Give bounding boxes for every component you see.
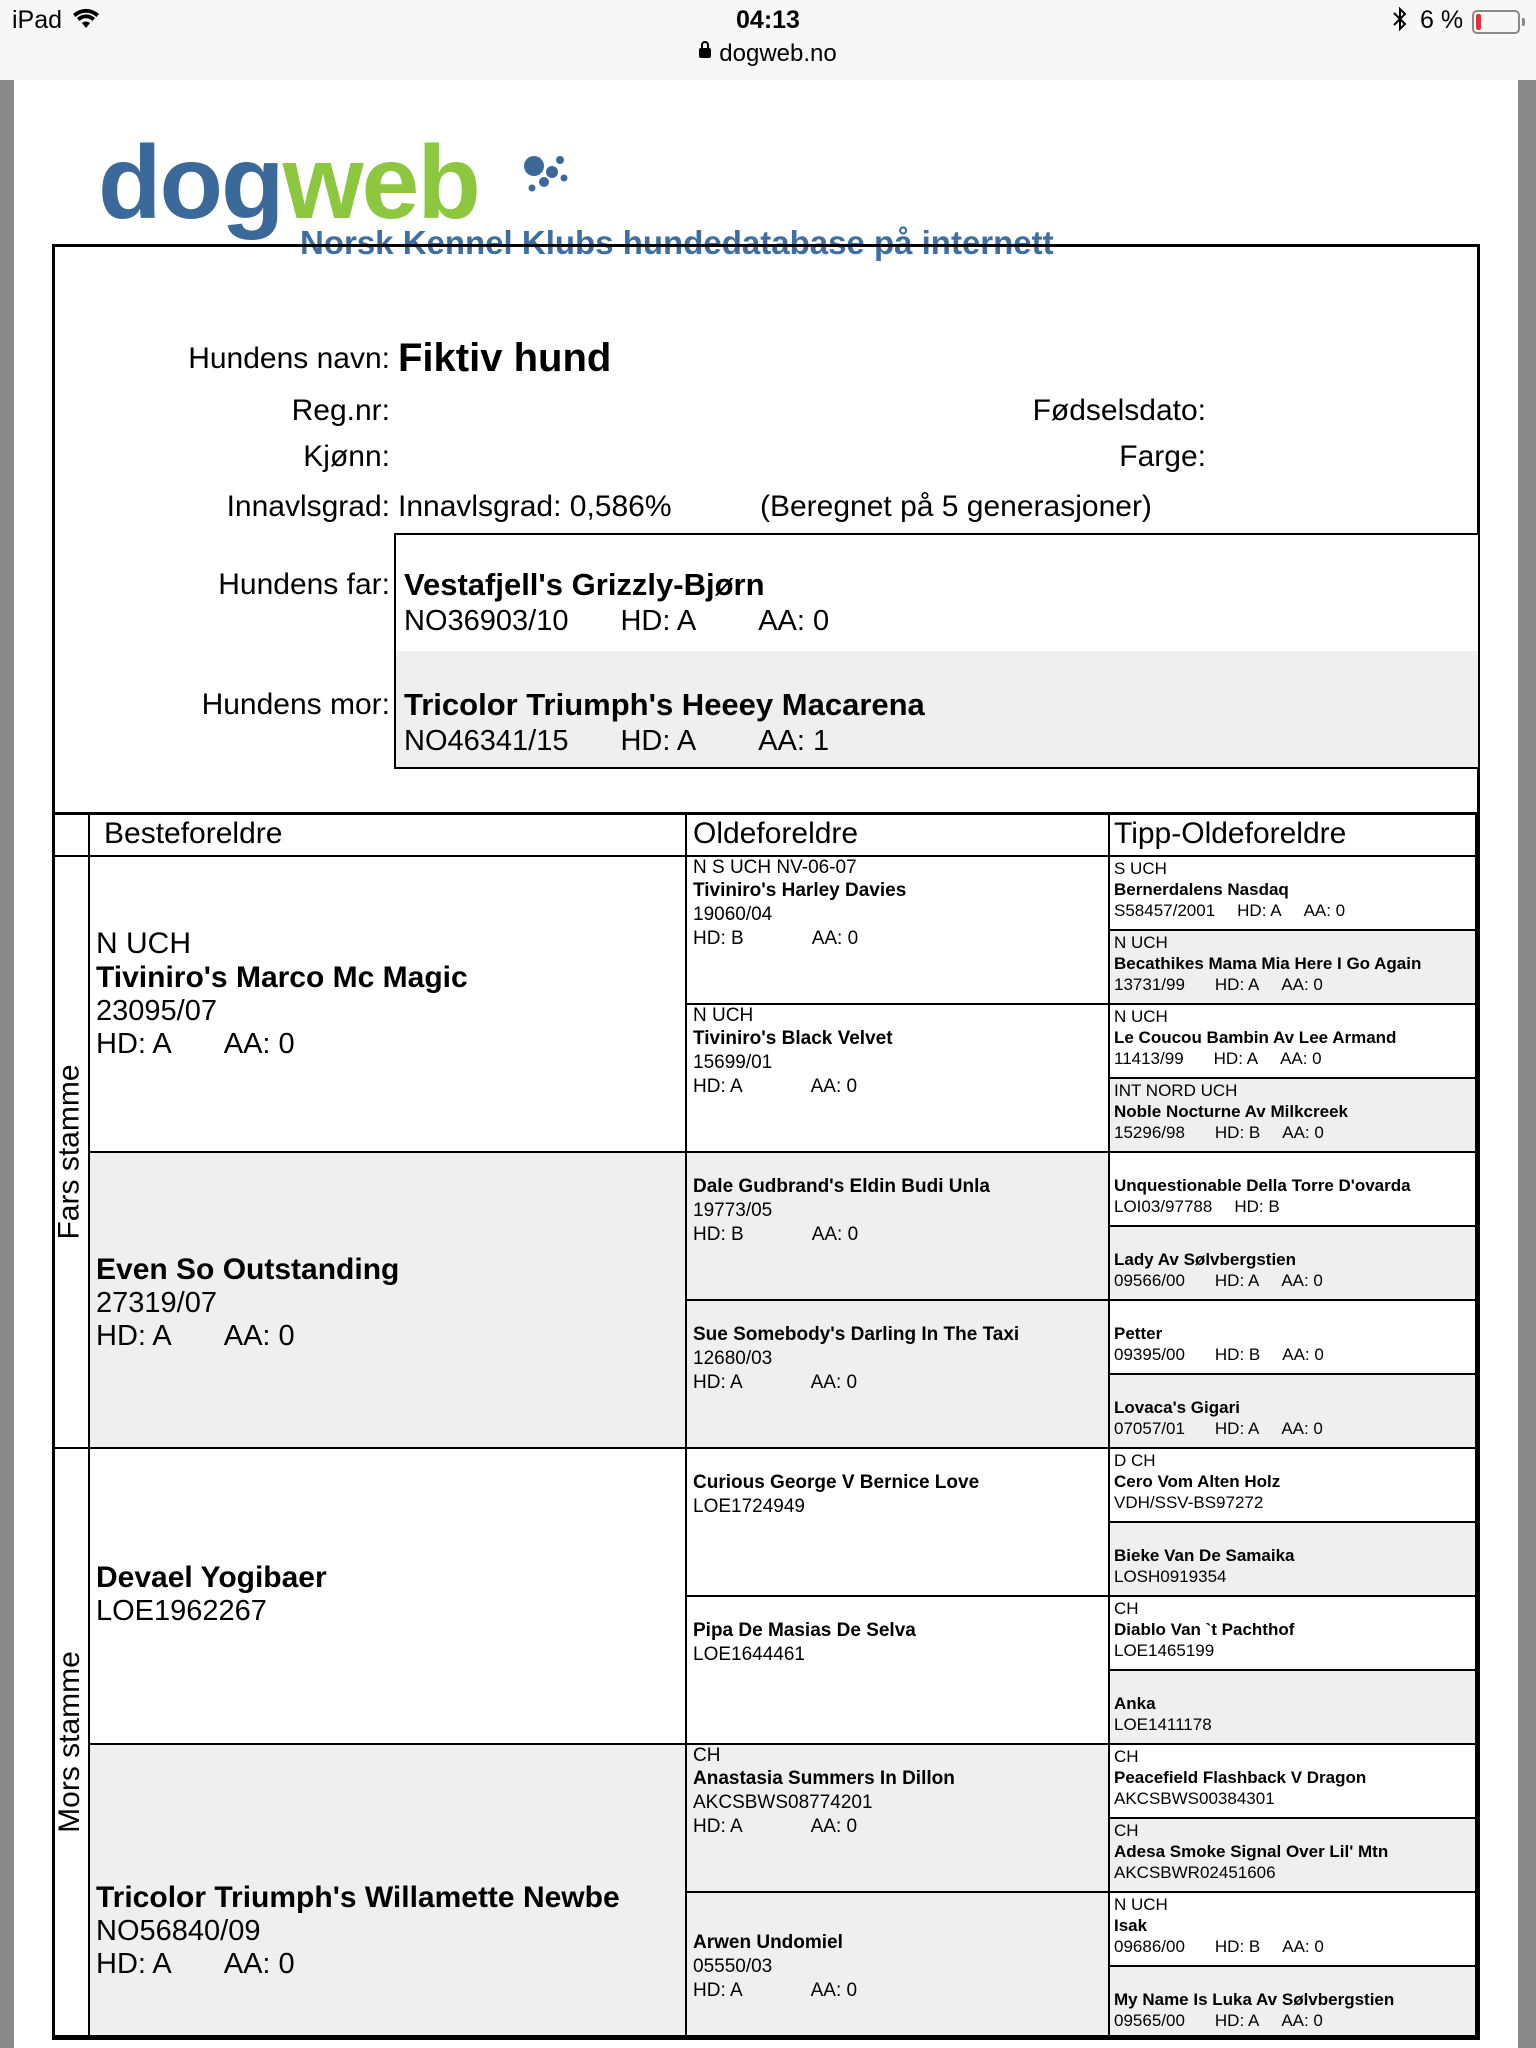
grandparent-reg: 27319/07 <box>96 1287 217 1319</box>
mother-name: Tricolor Triumph's Heeey Macarena <box>404 687 925 722</box>
great-great-grandparent-hd: HD: A <box>1214 2011 1260 2030</box>
sex-label: Kjønn: <box>303 440 390 473</box>
color-label: Farge: <box>1119 440 1206 473</box>
great-grandparent-title: CH <box>693 1745 721 1766</box>
great-grandparent-hd: HD: B <box>693 928 744 949</box>
great-grandparent-cell[interactable] <box>687 1893 1110 2037</box>
great-great-grandparent-cell[interactable] <box>1110 1375 1477 1449</box>
great-great-grandparent-title: S UCH <box>1114 859 1167 878</box>
great-great-grandparent-info <box>1114 974 1475 995</box>
great-great-grandparent-name: Adesa Smoke Signal Over Lil' Mtn <box>1114 1842 1389 1861</box>
grandparent-aa: AA: 0 <box>223 1028 295 1060</box>
great-great-grandparent-name: Isak <box>1114 1916 1148 1935</box>
great-great-grandparent-name: Peacefield Flashback V Dragon <box>1114 1768 1367 1787</box>
great-great-grandparent-title: CH <box>1114 1821 1139 1840</box>
great-great-grandparent-title: CH <box>1114 1599 1139 1618</box>
great-great-grandparent-cell[interactable] <box>1110 857 1477 931</box>
great-great-grandparent-info <box>1114 1196 1475 1217</box>
great-grandparent-hd: HD: B <box>693 1224 744 1245</box>
great-grandparent-reg: 12680/03 <box>693 1348 773 1369</box>
mother-aa: AA: 1 <box>758 725 830 757</box>
great-great-grandparent-cell[interactable] <box>1110 1523 1477 1597</box>
grandparent-reg: 23095/07 <box>96 995 217 1027</box>
grandparent-health <box>96 1028 685 1061</box>
great-great-grandparent-aa: AA: 0 <box>1282 1937 1324 1956</box>
logo-word-dog: dog <box>98 125 283 241</box>
fathers-side-label: Fars stamme <box>52 857 90 1449</box>
great-grandparent-reg: 05550/03 <box>693 1956 773 1977</box>
great-grandparent-reg: AKCSBWS08774201 <box>693 1792 873 1813</box>
bluetooth-icon <box>1392 6 1408 32</box>
great-great-grandparent-cell[interactable] <box>1110 1819 1477 1893</box>
great-great-grandparent-hd: HD: A <box>1214 1271 1260 1290</box>
great-great-grandparent-hd: HD: B <box>1234 1197 1280 1216</box>
url-text: dogweb.no <box>719 40 837 67</box>
great-great-grandparent-name: Unquestionable Della Torre D'ovarda <box>1114 1176 1411 1195</box>
status-bar <box>0 0 1536 81</box>
great-great-grandparent-reg: 09395/00 <box>1114 1345 1185 1364</box>
great-great-grandparent-reg: 07057/01 <box>1114 1419 1185 1438</box>
great-great-grandparent-name: Bernerdalens Nasdaq <box>1114 880 1289 899</box>
great-great-grandparent-title: D CH <box>1114 1451 1156 1470</box>
great-grandparent-aa: AA: 0 <box>810 1372 858 1393</box>
grandparent-health <box>96 1320 685 1353</box>
great-great-grandparent-reg: LOE1411178 <box>1114 1715 1212 1734</box>
header-great-grandparents: Oldeforeldre <box>687 815 1110 857</box>
great-grandparent-hd: HD: A <box>693 1076 743 1097</box>
father-reg: NO36903/10 <box>404 605 569 637</box>
great-grandparent-cell[interactable] <box>687 1005 1110 1153</box>
great-great-grandparent-reg: S58457/2001 <box>1114 901 1216 920</box>
great-great-grandparent-name: Lady Av Sølvbergstien <box>1114 1250 1297 1269</box>
great-great-grandparent-hd: HD: B <box>1214 1123 1261 1142</box>
great-grandparent-cell[interactable] <box>687 857 1110 1005</box>
great-grandparent-title: N UCH <box>693 1005 754 1026</box>
great-grandparent-aa: AA: 0 <box>810 1076 858 1097</box>
great-great-grandparent-reg: 13731/99 <box>1114 975 1185 994</box>
great-grandparent-health <box>693 1815 1108 1839</box>
mother-reg: NO46341/15 <box>404 725 569 757</box>
birthdate-label: Fødselsdato: <box>1032 394 1206 427</box>
great-grandparent-name: Arwen Undomiel <box>693 1932 843 1953</box>
great-great-grandparent-aa: AA: 0 <box>1281 1271 1323 1290</box>
father-box[interactable] <box>394 533 1480 653</box>
mother-box[interactable] <box>394 651 1480 769</box>
great-great-grandparent-reg: AKCSBWS00384301 <box>1114 1789 1275 1808</box>
grandparent-hd: HD: A <box>96 1028 172 1060</box>
great-grandparent-name: Anastasia Summers In Dillon <box>693 1768 955 1789</box>
grandparent-name: Devael Yogibaer <box>96 1560 327 1594</box>
great-grandparent-cell[interactable] <box>687 1153 1110 1301</box>
great-great-grandparent-reg: VDH/SSV-BS97272 <box>1114 1493 1264 1512</box>
great-great-grandparent-name: Petter <box>1114 1324 1163 1343</box>
great-grandparent-title: N S UCH NV-06-07 <box>693 857 857 878</box>
great-great-grandparent-aa: AA: 0 <box>1281 975 1323 994</box>
great-great-grandparent-aa: AA: 0 <box>1303 901 1346 920</box>
great-grandparent-health <box>693 1371 1108 1395</box>
grandparent-cell[interactable] <box>90 1153 687 1449</box>
great-great-grandparent-name: Noble Nocturne Av Milkcreek <box>1114 1102 1348 1121</box>
address-bar[interactable] <box>0 40 1536 68</box>
great-great-grandparent-hd: HD: B <box>1214 1345 1261 1364</box>
great-great-grandparent-reg: 09686/00 <box>1114 1937 1185 1956</box>
great-great-grandparent-info <box>1114 1862 1475 1883</box>
great-grandparent-health <box>693 1075 1108 1099</box>
great-great-grandparent-reg: LOSH0919354 <box>1114 1567 1227 1586</box>
great-great-grandparent-name: Anka <box>1114 1694 1156 1713</box>
logo-tagline: Norsk Kennel Klubs hundedatabase på internett <box>300 224 1054 261</box>
great-great-grandparent-name: My Name Is Luka Av Sølvbergstien <box>1114 1990 1395 2009</box>
father-name: Vestafjell's Grizzly-Bjørn <box>404 567 765 602</box>
great-great-grandparent-hd: HD: A <box>1213 1049 1259 1068</box>
great-great-grandparent-hd: HD: A <box>1214 975 1260 994</box>
great-great-grandparent-cell[interactable] <box>1110 1893 1477 1967</box>
mother-hd: HD: A <box>620 725 697 757</box>
great-great-grandparent-cell[interactable] <box>1110 931 1477 1005</box>
great-great-grandparent-title: INT NORD UCH <box>1114 1081 1238 1100</box>
grandparent-aa: AA: 0 <box>223 1948 295 1980</box>
lock-icon <box>699 48 711 58</box>
grandparent-name: Tiviniro's Marco Mc Magic <box>96 961 468 994</box>
grandparent-cell[interactable] <box>90 1745 687 2037</box>
father-hd: HD: A <box>620 605 697 637</box>
great-great-grandparent-cell[interactable] <box>1110 1671 1477 1745</box>
great-great-grandparent-info <box>1114 900 1475 921</box>
great-grandparent-health <box>693 927 1108 951</box>
great-great-grandparent-info <box>1114 1492 1475 1513</box>
great-great-grandparent-cell[interactable] <box>1110 1079 1477 1153</box>
battery-icon <box>1472 10 1520 34</box>
great-great-grandparent-name: Bieke Van De Samaika <box>1114 1546 1295 1565</box>
great-grandparent-name: Pipa De Masias De Selva <box>693 1620 916 1641</box>
great-grandparent-aa: AA: 0 <box>810 1816 858 1837</box>
great-great-grandparent-title: N UCH <box>1114 933 1168 952</box>
great-grandparent-cell[interactable] <box>687 1597 1110 1745</box>
great-great-grandparent-hd: HD: A <box>1237 901 1282 920</box>
inbreeding-value: Innavlsgrad: 0,586% <box>398 490 672 523</box>
great-great-grandparent-cell[interactable] <box>1110 1005 1477 1079</box>
great-great-grandparent-cell[interactable] <box>1110 1745 1477 1819</box>
great-grandparent-reg: 15699/01 <box>693 1052 773 1073</box>
great-great-grandparent-aa: AA: 0 <box>1281 1419 1323 1438</box>
great-grandparent-reg: LOE1644461 <box>693 1644 805 1665</box>
grandparent-reg: NO56840/09 <box>96 1915 261 1947</box>
great-great-grandparent-cell[interactable] <box>1110 1597 1477 1671</box>
great-great-grandparent-info <box>1114 1270 1475 1291</box>
great-grandparent-hd: HD: A <box>693 1816 743 1837</box>
great-great-grandparent-info <box>1114 1936 1475 1957</box>
great-great-grandparent-cell[interactable] <box>1110 1967 1477 2037</box>
great-grandparent-aa: AA: 0 <box>811 1224 859 1245</box>
great-grandparent-name: Dale Gudbrand's Eldin Budi Unla <box>693 1176 990 1197</box>
great-grandparent-name: Sue Somebody's Darling In The Taxi <box>693 1324 1020 1345</box>
grandparent-hd: HD: A <box>96 1948 172 1980</box>
grandparent-name: Even So Outstanding <box>96 1253 400 1286</box>
great-great-grandparent-hd: HD: B <box>1214 1937 1261 1956</box>
great-grandparent-reg: 19060/04 <box>693 904 773 925</box>
great-grandparent-cell[interactable] <box>687 1449 1110 1597</box>
father-aa: AA: 0 <box>758 605 830 637</box>
great-grandparent-aa: AA: 0 <box>810 1980 858 2001</box>
grandparent-aa: AA: 0 <box>223 1320 295 1352</box>
great-great-grandparent-name: Cero Vom Alten Holz <box>1114 1472 1281 1491</box>
great-grandparent-name: Curious George V Bernice Love <box>693 1472 980 1493</box>
battery-percent: 6 % <box>1420 6 1464 34</box>
great-great-grandparent-info <box>1114 1714 1475 1735</box>
father-label: Hundens far: <box>218 568 390 601</box>
great-great-grandparent-cell[interactable] <box>1110 1227 1477 1301</box>
great-great-grandparent-name: Lovaca's Gigari <box>1114 1398 1240 1417</box>
header-great-great-grandparents: Tipp-Oldeforeldre <box>1110 815 1477 857</box>
header-spacer <box>52 815 90 857</box>
great-great-grandparent-cell[interactable] <box>1110 1449 1477 1523</box>
great-grandparent-health <box>693 1223 1108 1247</box>
mother-label: Hundens mor: <box>201 688 390 721</box>
great-grandparent-health <box>693 1979 1108 2003</box>
grandparent-title: N UCH <box>96 927 191 960</box>
great-great-grandparent-info <box>1114 1344 1475 1365</box>
grandparent-reg: LOE1962267 <box>96 1594 267 1627</box>
great-great-grandparent-aa: AA: 0 <box>1282 1345 1324 1364</box>
logo-dots-icon <box>524 150 584 200</box>
great-great-grandparent-reg: 09565/00 <box>1114 2011 1185 2030</box>
great-great-grandparent-info <box>1114 1418 1475 1439</box>
great-great-grandparent-cell[interactable] <box>1110 1153 1477 1227</box>
great-great-grandparent-cell[interactable] <box>1110 1301 1477 1375</box>
inbreeding-label: Innavlsgrad: <box>226 490 390 523</box>
logo-word-web: web <box>282 125 479 241</box>
great-grandparent-hd: HD: A <box>693 1980 743 2001</box>
great-great-grandparent-reg: 09566/00 <box>1114 1271 1185 1290</box>
great-great-grandparent-reg: LOE1465199 <box>1114 1641 1215 1660</box>
great-great-grandparent-info <box>1114 1640 1475 1661</box>
great-grandparent-cell[interactable] <box>687 1301 1110 1449</box>
great-great-grandparent-name: Diablo Van `t Pachthof <box>1114 1620 1295 1639</box>
clock: 04:13 <box>736 6 800 34</box>
dog-name: Fiktiv hund <box>398 336 612 380</box>
grandparent-health <box>96 1948 685 1981</box>
great-great-grandparent-name: Becathikes Mama Mia Here I Go Again <box>1114 954 1422 973</box>
pedigree-table <box>52 812 1480 2040</box>
great-grandparent-name: Tiviniro's Harley Davies <box>693 880 907 901</box>
mothers-side-label: Mors stamme <box>52 1449 90 2037</box>
great-grandparent-name: Tiviniro's Black Velvet <box>693 1028 893 1049</box>
great-great-grandparent-info <box>1114 2010 1475 2031</box>
great-great-grandparent-info <box>1114 1788 1475 1809</box>
great-great-grandparent-title: N UCH <box>1114 1895 1168 1914</box>
device-name: iPad <box>12 6 63 34</box>
grandparent-cell[interactable] <box>90 1449 687 1745</box>
great-great-grandparent-name: Le Coucou Bambin Av Lee Armand <box>1114 1028 1397 1047</box>
grandparent-name: Tricolor Triumph's Willamette Newbe <box>96 1881 620 1914</box>
great-great-grandparent-reg: AKCSBWR02451606 <box>1114 1863 1276 1882</box>
great-great-grandparent-reg: LOI03/97788 <box>1114 1197 1213 1216</box>
great-great-grandparent-hd: HD: A <box>1214 1419 1260 1438</box>
great-grandparent-reg: 19773/05 <box>693 1200 773 1221</box>
great-great-grandparent-info <box>1114 1048 1475 1069</box>
great-grandparent-aa: AA: 0 <box>811 928 859 949</box>
great-great-grandparent-reg: 11413/99 <box>1114 1049 1184 1068</box>
great-great-grandparent-info <box>1114 1566 1475 1587</box>
great-great-grandparent-aa: AA: 0 <box>1280 1049 1322 1068</box>
great-great-grandparent-aa: AA: 0 <box>1281 2011 1323 2030</box>
great-grandparent-reg: LOE1724949 <box>693 1496 805 1517</box>
great-grandparent-cell[interactable] <box>687 1745 1110 1893</box>
grandparent-cell[interactable] <box>90 857 687 1153</box>
great-great-grandparent-title: CH <box>1114 1747 1139 1766</box>
great-great-grandparent-title: N UCH <box>1114 1007 1168 1026</box>
regnr-label: Reg.nr: <box>291 394 390 427</box>
great-grandparent-hd: HD: A <box>693 1372 743 1393</box>
inbreeding-note: (Beregnet på 5 generasjoner) <box>760 490 1152 523</box>
great-great-grandparent-reg: 15296/98 <box>1114 1123 1185 1142</box>
grandparent-hd: HD: A <box>96 1320 172 1352</box>
great-great-grandparent-info <box>1114 1122 1475 1143</box>
header-grandparents: Besteforeldre <box>90 815 687 857</box>
name-label: Hundens navn: <box>188 342 390 375</box>
great-great-grandparent-aa: AA: 0 <box>1282 1123 1324 1142</box>
